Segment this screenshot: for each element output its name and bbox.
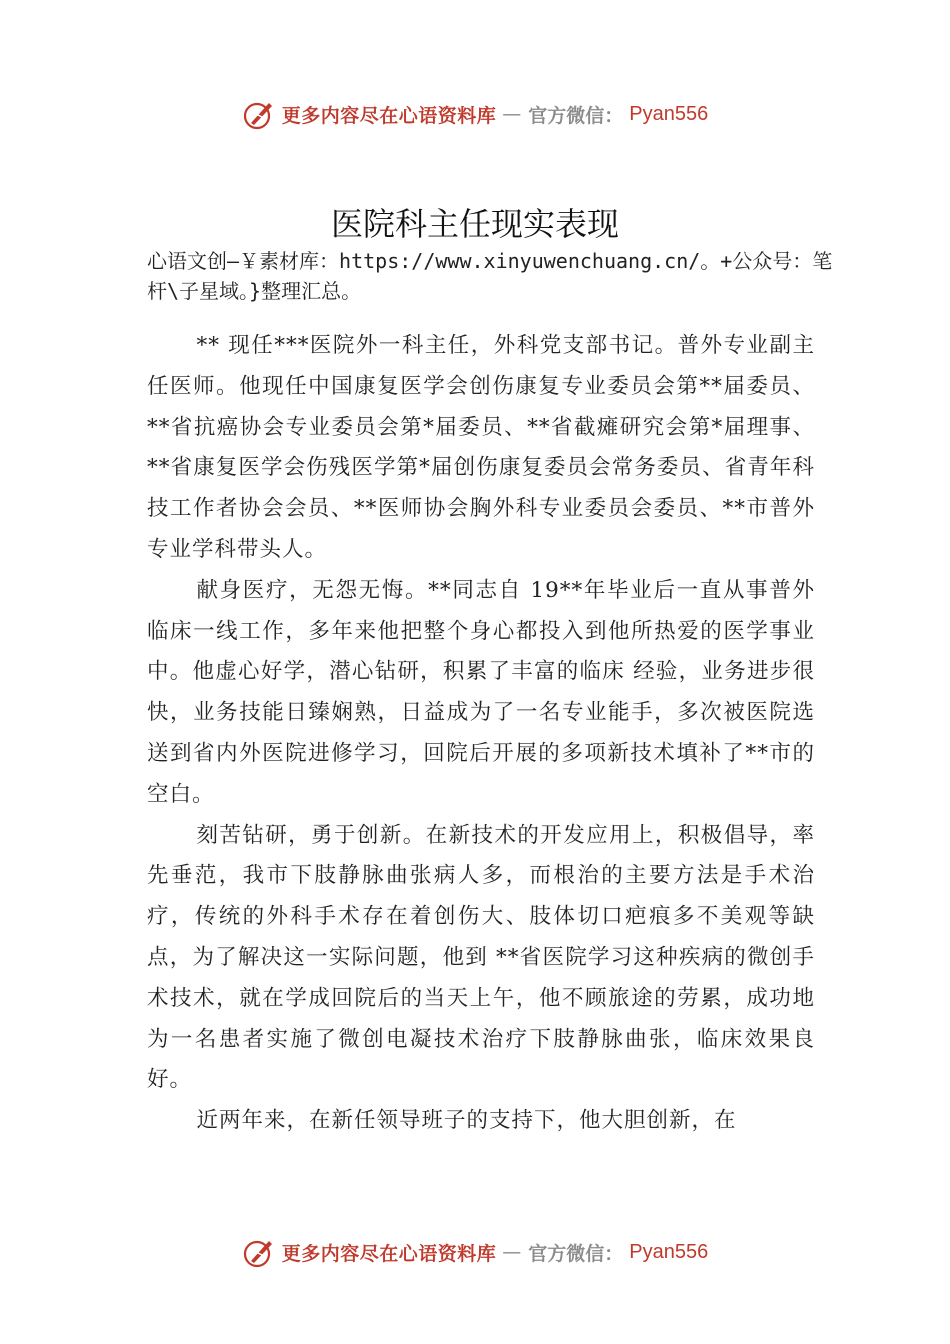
banner-wechat-id: Pyan556 [629, 102, 709, 125]
banner-wechat-label: 官方微信： [528, 104, 624, 127]
document-body [147, 326, 815, 1142]
header-banner [0, 94, 950, 134]
quill-pen-icon [242, 1235, 276, 1269]
banner-main-text: 更多内容尽在心语资料库 [281, 1242, 497, 1265]
banner-wechat-id: Pyan556 [629, 1240, 709, 1263]
paragraph-4: 近两年来，在新任领导班子的支持下，他大胆创新，在 [196, 1108, 737, 1134]
document-title: 医院科主任现实表现 [330, 205, 619, 243]
banner-separator: — [502, 1241, 523, 1263]
quill-pen-icon [242, 97, 276, 131]
paragraph-3: 刻苦钻研，勇于创新。在新技术的开发应用上，积极倡导，率先垂范，我市下肢静脉曲张病人多，而根治的主要方法是手术治疗，传统的外科手术存在着创伤大、肢体切口疤痕多不美观等缺点，为了解决这一实际问题，他到 **省医院学习这种疾病的微创手术技术，就在学成回院后的当天上午，他不顾旅途的劳累，成功地为一名患者实施了微创电凝技术治疗下肢静脉曲张，临床效果良好。 [147, 822, 815, 1093]
footer-banner [0, 1232, 950, 1272]
banner-separator: — [502, 103, 523, 125]
paragraph-2: 献身医疗，无怨无悔。**同志自 19**年毕业后一直从事普外临床一线工作，多年来他把整个身心都投入到他所热爱的医学事业中。他虚心好学，潜心钻研，积累了丰富的临床 经验，业务进步很快，业务技能日臻娴熟，日益成为了一名专业能手，多次被医院选送到省内外医院进修学习，回院后开展的多项新技术填补了**市的空白。 [147, 577, 815, 807]
source-line: 心语文创—￥素材库：https://www.xinyuwenchuang.cn/。+公众号：笔杆\子星域。}整理汇总。 [147, 249, 833, 303]
banner-wechat-label: 官方微信： [528, 1242, 624, 1265]
banner-main-text: 更多内容尽在心语资料库 [281, 104, 497, 127]
paragraph-1: ** 现任***医院外一科主任，外科党支部书记。普外专业副主任医师。他现任中国康复医学会创伤康复专业委员会第**届委员、**省抗癌协会专业委员会第*届委员、**省截瘫研究会第*届理事、**省康复医学会伤残医学第*届创伤康复委员会常务委员、省青年科技工作者协会会员、**医师协会胸外科专业委员会委员、**市普外专业学科带头人。 [147, 333, 815, 562]
